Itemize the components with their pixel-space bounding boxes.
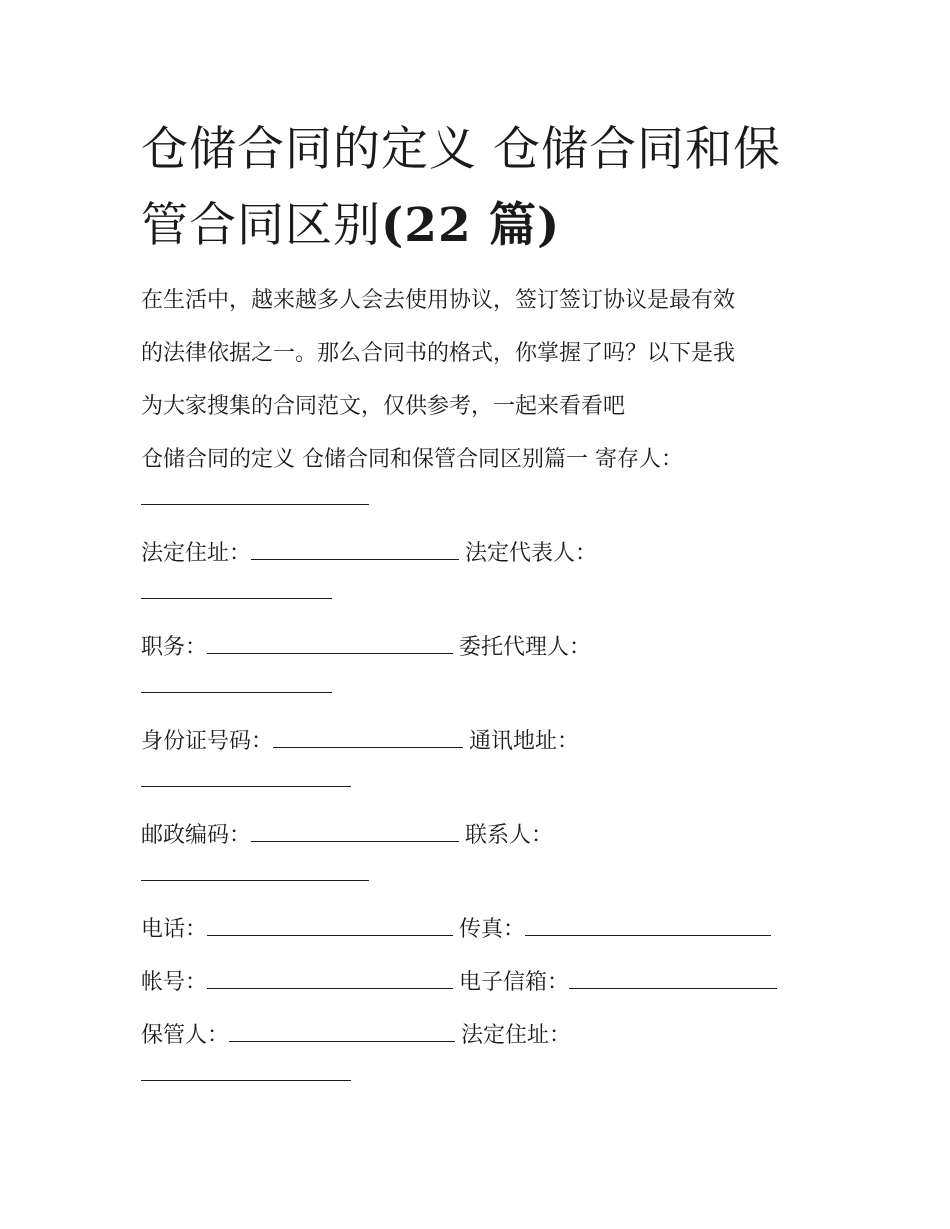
account-blank[interactable] — [207, 970, 453, 989]
phone-row — [141, 903, 821, 956]
email-blank[interactable] — [569, 970, 777, 989]
legal-address-row — [141, 527, 821, 580]
legal-address-2-blank-row — [141, 1062, 821, 1103]
intro-paragraph — [141, 274, 821, 433]
fax-label: 传真： — [459, 917, 526, 942]
legal-rep-label: 法定代表人： — [465, 541, 598, 566]
section-heading: 仓储合同的定义 仓储合同和保管合同区别篇一 寄存人： — [141, 447, 683, 472]
phone-label: 电话： — [141, 917, 208, 942]
intro-line-2: 的法律依据之一。那么合同书的格式，你掌握了吗？以下是我 — [141, 341, 736, 366]
legal-address-2-label: 法定住址： — [461, 1023, 572, 1048]
id-number-label: 身份证号码： — [141, 729, 274, 754]
postal-code-label: 邮政编码： — [141, 823, 252, 848]
account-row — [141, 956, 821, 1009]
contact-label: 联系人： — [465, 823, 554, 848]
title-count: (22 篇) — [381, 198, 561, 253]
fax-blank[interactable] — [525, 917, 771, 936]
email-label: 电子信箱： — [459, 970, 570, 995]
depositor-blank[interactable] — [141, 486, 369, 505]
id-number-blank[interactable] — [273, 729, 463, 748]
phone-blank[interactable] — [207, 917, 453, 936]
mail-address-label: 通讯地址： — [469, 729, 580, 754]
postal-code-blank[interactable] — [251, 823, 459, 842]
agent-label: 委托代理人： — [459, 635, 592, 660]
contact-blank[interactable] — [141, 862, 369, 881]
document-page — [141, 112, 821, 1103]
legal-address-2-blank[interactable] — [141, 1062, 351, 1081]
custodian-blank[interactable] — [229, 1023, 455, 1042]
mail-address-blank[interactable] — [141, 768, 351, 787]
legal-address-blank[interactable] — [251, 541, 459, 560]
legal-rep-blank-row — [141, 580, 821, 621]
depositor-blank-row — [141, 486, 821, 527]
intro-line-3: 为大家搜集的合同范文，仅供参考，一起来看看吧 — [141, 394, 626, 419]
legal-rep-blank[interactable] — [141, 580, 332, 599]
custodian-label: 保管人： — [141, 1023, 230, 1048]
postal-code-row — [141, 809, 821, 862]
custodian-row — [141, 1009, 821, 1062]
position-blank[interactable] — [207, 635, 453, 654]
document-title — [141, 112, 821, 264]
id-number-row — [141, 715, 821, 768]
title-line-2-text: 管合同区别 — [141, 198, 381, 253]
intro-line-1: 在生活中，越来越多人会去使用协议，签订签订协议是最有效 — [141, 288, 736, 313]
agent-blank[interactable] — [141, 674, 332, 693]
account-label: 帐号： — [141, 970, 208, 995]
title-line-2 — [141, 188, 821, 264]
title-line-1: 仓储合同的定义 仓储合同和保 — [141, 122, 781, 177]
contact-blank-row — [141, 862, 821, 903]
position-label: 职务： — [141, 635, 208, 660]
agent-blank-row — [141, 674, 821, 715]
mail-address-blank-row — [141, 768, 821, 809]
position-row — [141, 621, 821, 674]
legal-address-label: 法定住址： — [141, 541, 252, 566]
